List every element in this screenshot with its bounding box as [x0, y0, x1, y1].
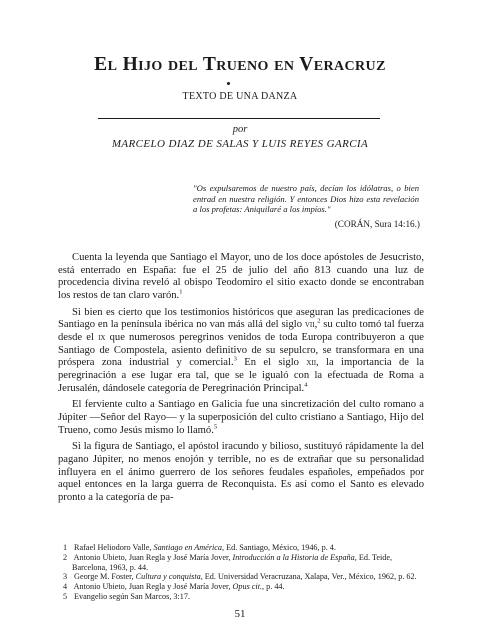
footnote-ref-2: 2	[317, 317, 321, 325]
footnote-pre: Rafael Heliodoro Valle,	[74, 543, 152, 552]
century-ix: ix	[98, 331, 106, 343]
paragraph-3-text: El ferviente culto a Santiago en Galicia fue una sincretización del culto romano a Júpiter —Señor del Rayo— y la superposición del culto cristiano a Santiago, Hijo del Trueno, como Jesús mismo lo llamó.	[58, 399, 424, 436]
epigraph-text: "Os expulsaremos de nuestro país, decían los idólatras, o bien entrad en nuestra religión. Y entonces Dios hizo esta revelación a los profetas: Aniquilaré a los impíos."	[193, 183, 419, 215]
paragraph-4-text: Si la figura de Santiago, el apóstol iracundo y bilioso, sustituyó rápidamente la del pagano Júpiter, no menos enojón y terrible, no es de extrañar que su personalidad influyera en el ánimo guerrero de los señores feudales españoles, empeñados por aquel entonces en la larga guerra de Reconquista. Es así como el Santo es elevado pronto a la categoría de pa-	[58, 441, 424, 503]
paragraph-1	[58, 252, 424, 303]
title-dot-mark	[227, 82, 230, 85]
paragraph-2-text-b: su culto tomó tal fuerza desde el	[58, 319, 424, 343]
paragraph-1-text: Cuenta la leyenda que Santiago el Mayor, uno de los doce apóstoles de Jesucristo, está enterrado en España: fue el 25 de julio del año 813 cuando una luz de procedencia divina reveló al obispo Teodomiro el sitio exacto donde se encontraban los restos de tan claro varón.	[58, 252, 424, 301]
footnote-num: 4	[62, 582, 68, 592]
footnote-1	[58, 543, 424, 553]
page-number: 51	[234, 608, 246, 620]
article-title: El Hijo del Trueno en Veracruz	[94, 54, 386, 75]
footnote-4	[58, 582, 424, 592]
footnote-post: Ed. Santiago, México, 1946, p. 4.	[226, 543, 336, 552]
century-xii: xii,	[306, 357, 319, 369]
footnote-pre: Antonio Ubieto, Juan Regla y José María Jover,	[73, 582, 231, 592]
footnote-title: Santiago en América,	[153, 543, 225, 552]
paragraph-2	[58, 307, 424, 396]
footnote-title: Cultura y conquista,	[135, 572, 203, 582]
title-rule	[98, 118, 380, 119]
footnote-ref-5: 5	[213, 423, 218, 430]
footnote-post: p. 44.	[266, 582, 285, 592]
article-subtitle: TEXTO DE UNA DANZA	[182, 91, 298, 102]
footnote-num: 1	[62, 543, 68, 552]
century-vii: vii,	[304, 319, 318, 331]
paragraph-2-text-e: la importancia de la peregrinación a ese lugar era tal, que se le igualó con la efectuada de Roma a Jerusalén, dándosele categoría de Peregrinación Principal.	[58, 357, 424, 394]
footnote-post: Ed. Teide, Barcelona, 1963, p. 44.	[72, 552, 392, 572]
footnote-num: 3	[62, 572, 68, 582]
paragraph-2-text-d: En el siglo	[244, 357, 299, 369]
footnote-ref-1: 1	[179, 288, 183, 296]
footnote-post: Ed. Universidad Veracruzana, Xalapa, Ver., México, 1962, p. 62.	[204, 572, 417, 582]
footnote-pre: Evangelio según San Marcos, 3:17.	[74, 591, 191, 601]
paragraph-3	[58, 399, 424, 437]
footnote-ref-3: 3	[233, 355, 237, 363]
footnote-pre: George M. Foster,	[74, 572, 134, 582]
footnote-pre: Antonio Ubieto, Juan Regla y José María Jover,	[73, 552, 231, 562]
footnote-num: 2	[62, 552, 68, 562]
byline-prefix: por	[232, 124, 248, 135]
paragraph-2-text-a: Si bien es cierto que los testimonios históricos que aseguran las predicaciones de Santiago en la península ibérica no van más allá del siglo	[58, 306, 424, 331]
byline-authors: MARCELO DIAZ DE SALAS Y LUIS REYES GARCIA	[111, 138, 369, 150]
footnote-title: Introducción a la Historia de España,	[232, 552, 357, 562]
epigraph-source: (CORÁN, Sura 14:16.)	[334, 219, 420, 229]
footnote-2	[58, 553, 424, 573]
footnote-5	[58, 592, 424, 602]
article-body	[58, 252, 424, 508]
footnote-ref-4: 4	[304, 381, 308, 389]
paragraph-4	[58, 441, 424, 504]
footnote-num: 5	[62, 591, 68, 601]
paragraph-2-text-c: que numerosos peregrinos venidos de toda Europa contribuyeron a que Santiago de Compostela, asiento definitivo de su sepulcro, se transformara en una próspera zona industrial y comercial.	[58, 331, 424, 369]
footnote-title: Opus cit.,	[232, 582, 265, 592]
footnotes	[58, 543, 424, 602]
footnote-3	[58, 572, 424, 582]
